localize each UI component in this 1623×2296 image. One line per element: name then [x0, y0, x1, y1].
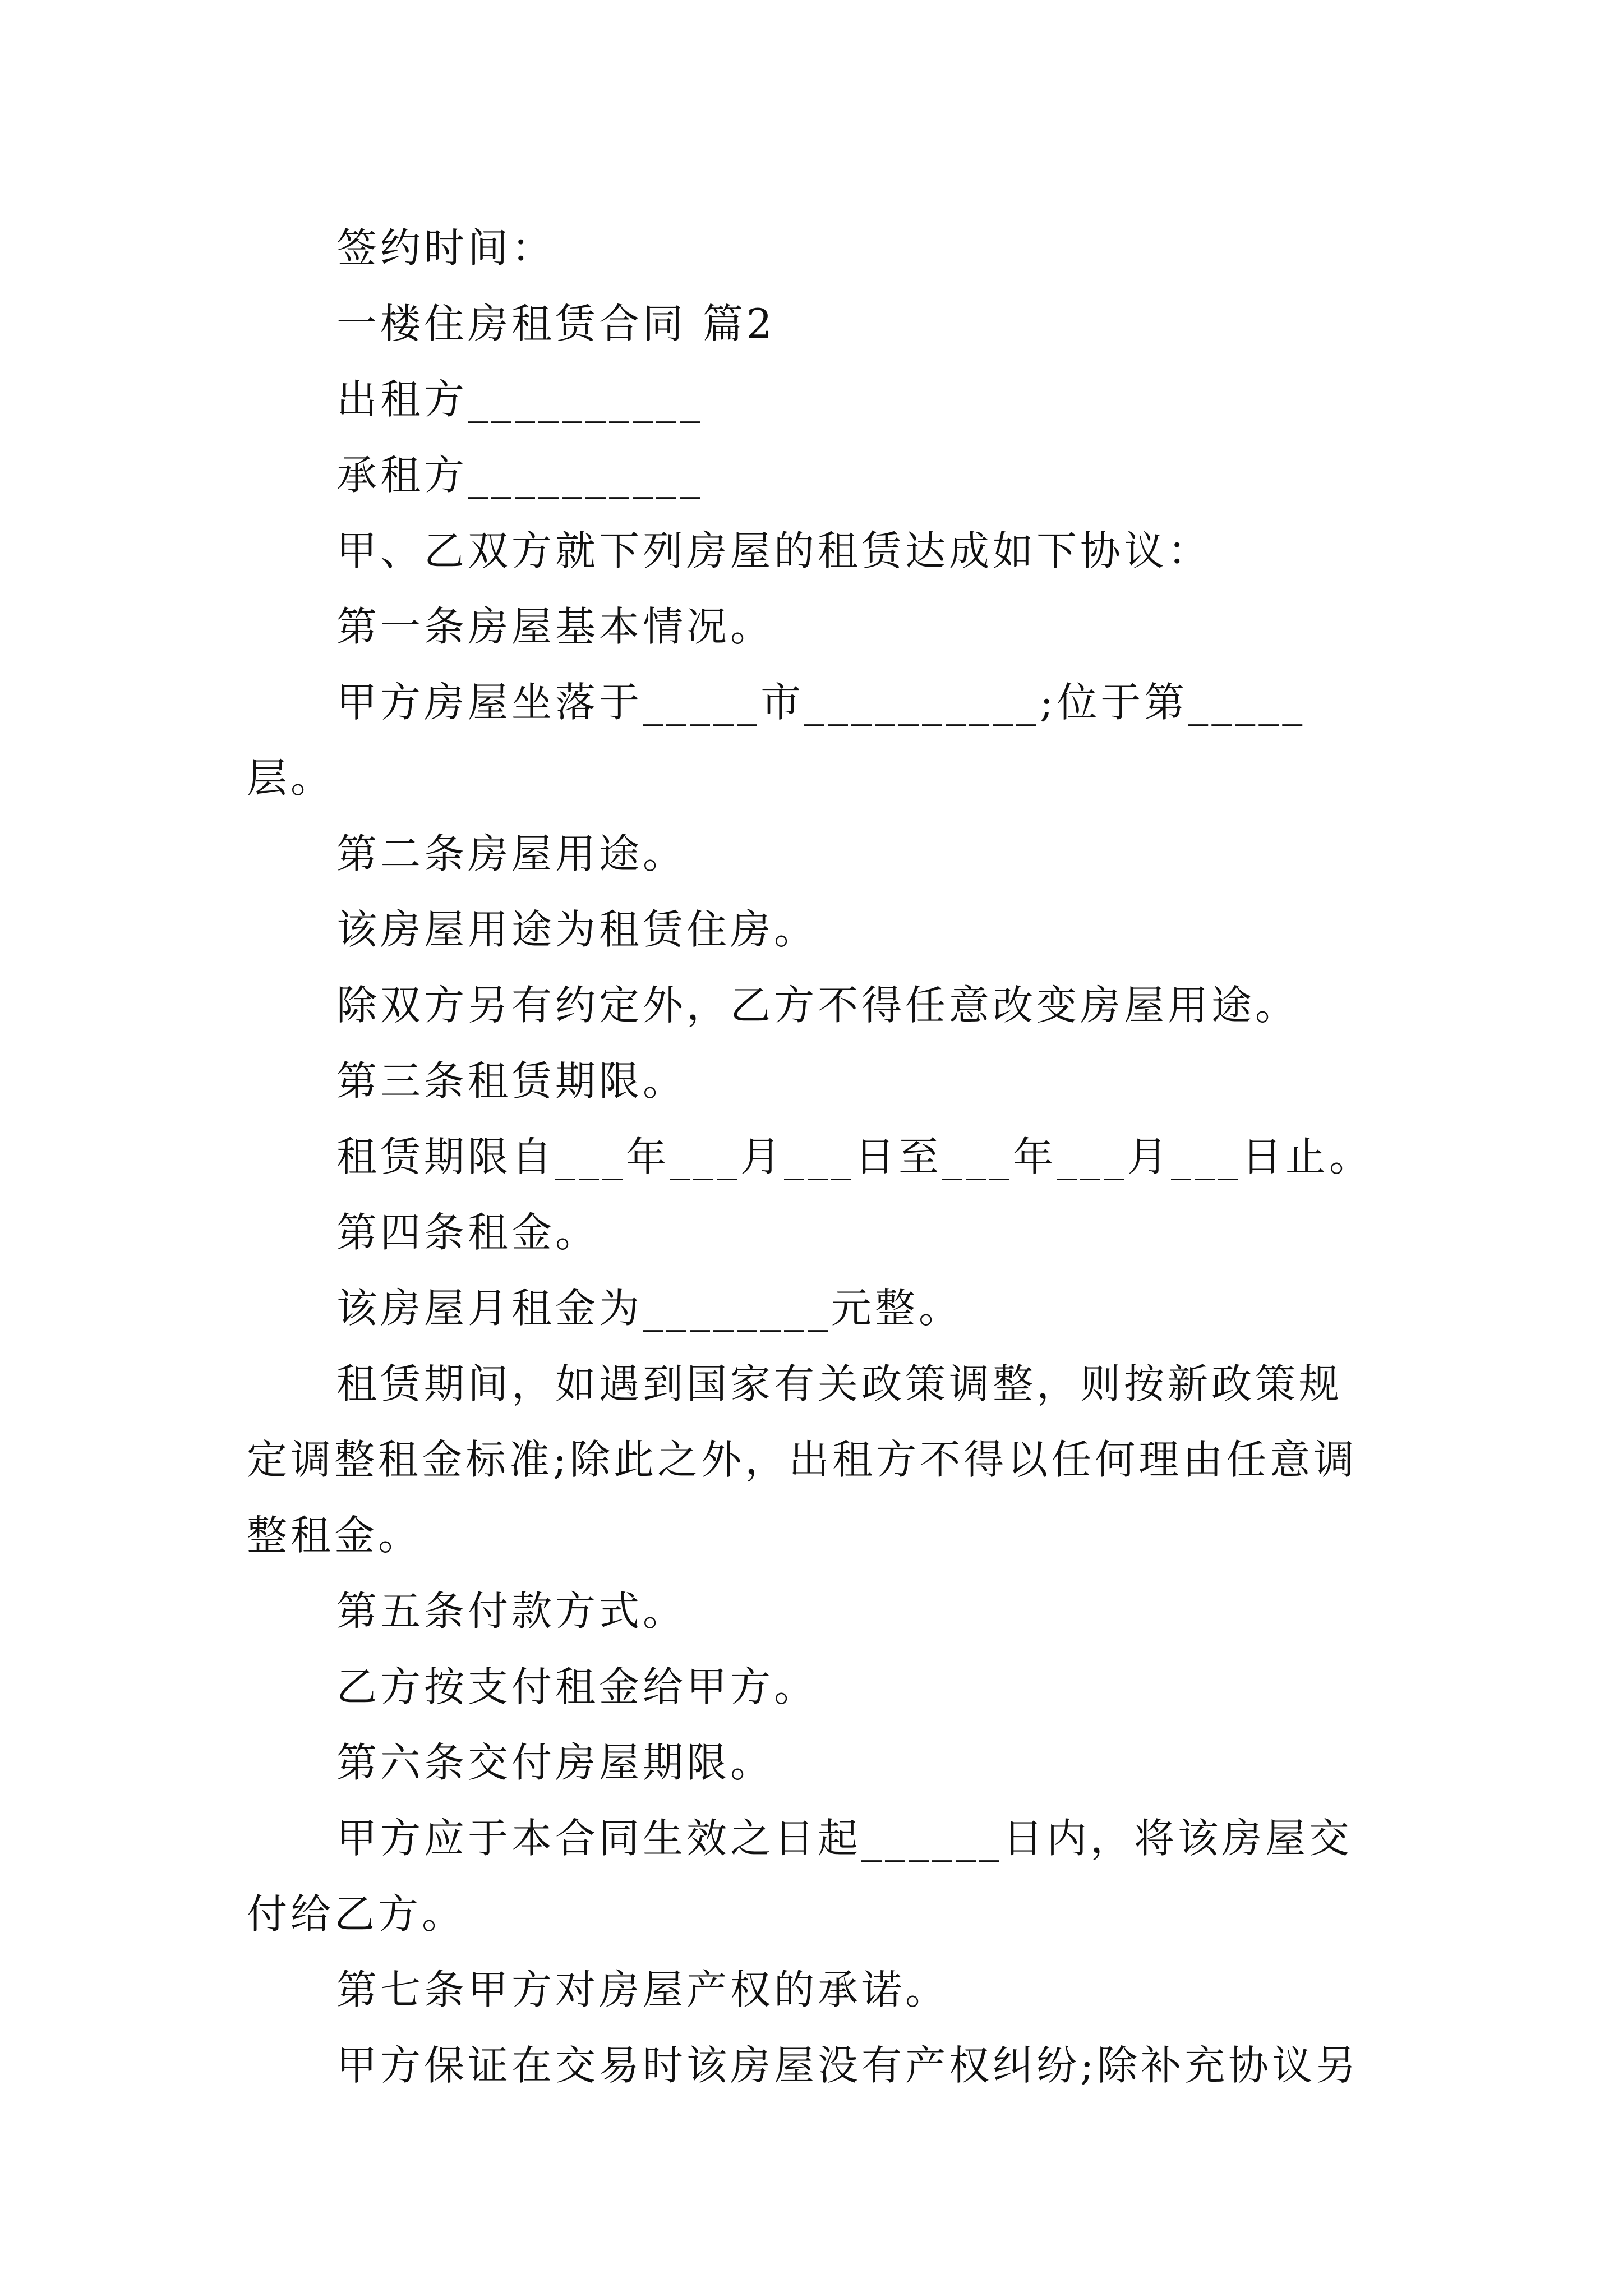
paragraph-article-7-heading: 第七条甲方对房屋产权的承诺。: [336, 1966, 949, 2013]
paragraph-article-5-heading: 第五条付款方式。: [336, 1588, 687, 1635]
paragraph-article-5-body: 乙方按支付租金给甲方。: [336, 1663, 818, 1710]
paragraph-article-2-body-1: 该房屋用途为租赁住房。: [336, 906, 818, 953]
paragraph-article-2-body-2: 除双方另有约定外，乙方不得任意改变房屋用途。: [336, 982, 1299, 1029]
paragraph-article-4-body-1: 该房屋月租金为________元整。: [336, 1285, 963, 1332]
paragraph-section-title: 一楼住房租赁合同 篇2: [336, 300, 776, 347]
document-body: [247, 210, 1374, 2104]
paragraph-article-4-body-2: 租赁期间，如遇到国家有关政策调整，则按新政策规定调整租金标准;除此之外，出租方不得以任何理由任意调整租金。: [247, 1360, 1358, 1559]
paragraph-article-3-heading: 第三条租赁期限。: [336, 1057, 687, 1105]
paragraph-agreement-intro: 甲、乙双方就下列房屋的租赁达成如下协议：: [336, 527, 1212, 574]
paragraph-article-1-heading: 第一条房屋基本情况。: [336, 603, 774, 650]
paragraph-article-3-body: 租赁期限自___年___月___日至___年___月___日止。: [336, 1133, 1373, 1180]
paragraph-lessee: 承租方__________: [336, 452, 704, 499]
paragraph-lessor: 出租方__________: [336, 376, 704, 423]
paragraph-article-6-heading: 第六条交付房屋期限。: [336, 1739, 774, 1786]
paragraph-article-6-body: 甲方应于本合同生效之日起______日内，将该房屋交付给乙方。: [247, 1815, 1353, 1938]
paragraph-signing-time: 签约时间：: [336, 224, 556, 272]
paragraph-article-2-heading: 第二条房屋用途。: [336, 830, 687, 877]
paragraph-article-1-body: 甲方房屋坐落于_____市__________;位于第_____层。: [247, 679, 1306, 802]
paragraph-article-7-body: 甲方保证在交易时该房屋没有产权纠纷;除补充协议另: [336, 2042, 1360, 2089]
paragraph-article-4-heading: 第四条租金。: [336, 1209, 600, 1256]
